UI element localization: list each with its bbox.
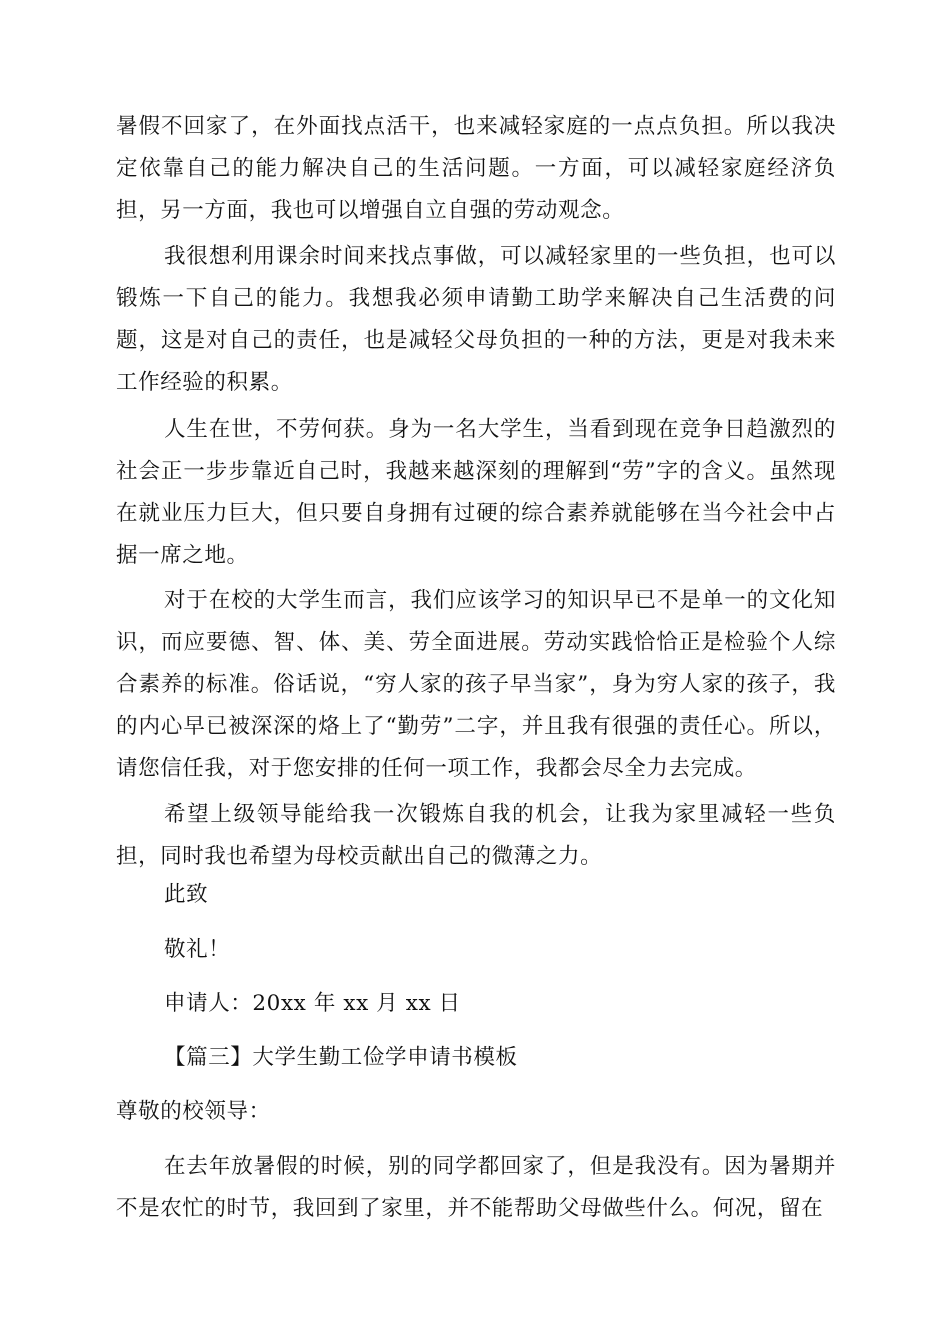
section-title: 【篇三】大学生勤工俭学申请书模板 — [164, 1045, 518, 1070]
salute-line: 敬礼！ — [164, 937, 231, 962]
paragraph-5: 希望上级领导能给我一次锻炼自我的机会，让我为家里减轻一些负担，同时我也希望为母校贡献出自己的微薄之力。 — [116, 802, 836, 869]
paragraph-3: 人生在世，不劳何获。身为一名大学生，当看到现在竞争日趋激烈的社会正一步步靠近自己时，我越来越深刻的理解到“劳”字的含义。虽然现在就业压力巨大，但只要自身拥有过硬的综合素养就能够在当今社会中占据一席之地。 — [116, 417, 836, 568]
paragraph-1: 暑假不回家了，在外面找点活干，也来减轻家庭的一点点负担。所以我决定依靠自己的能力解决自己的生活问题。一方面，可以减轻家庭经济负担，另一方面，我也可以增强自立自强的劳动观念。 — [116, 114, 836, 223]
final-paragraph: 在去年放暑假的时候，别的同学都回家了，但是我没有。因为暑期并不是农忙的时节，我回到了家里，并不能帮助父母做些什么。何况，留在 — [116, 1154, 836, 1221]
paragraph-2: 我很想利用课余时间来找点事做，可以减轻家里的一些负担，也可以锻炼一下自己的能力。我想我必须申请勤工助学来解决自己生活费的问题，这是对自己的责任，也是减轻父母负担的一种的方法，更是对我未来工作经验的积累。 — [116, 244, 836, 395]
paragraph-4: 对于在校的大学生而言，我们应该学习的知识早已不是单一的文化知识，而应要德、智、体、美、劳全面进展。劳动实践恰恰正是检验个人综合素养的标准。俗话说，“穷人家的孩子早当家”，身为穷人家的孩子，我的内心早已被深深的烙上了“勤劳”二字，并且我有很强的责任心。所以，请您信任我，对于您安排的任何一项工作，我都会尽全力去完成。 — [116, 588, 836, 781]
greeting-line: 尊敬的校领导： — [116, 1099, 271, 1124]
applicant-date-line: 申请人：20xx 年 xx 月 xx 日 — [164, 991, 461, 1016]
closing-line: 此致 — [164, 882, 209, 907]
